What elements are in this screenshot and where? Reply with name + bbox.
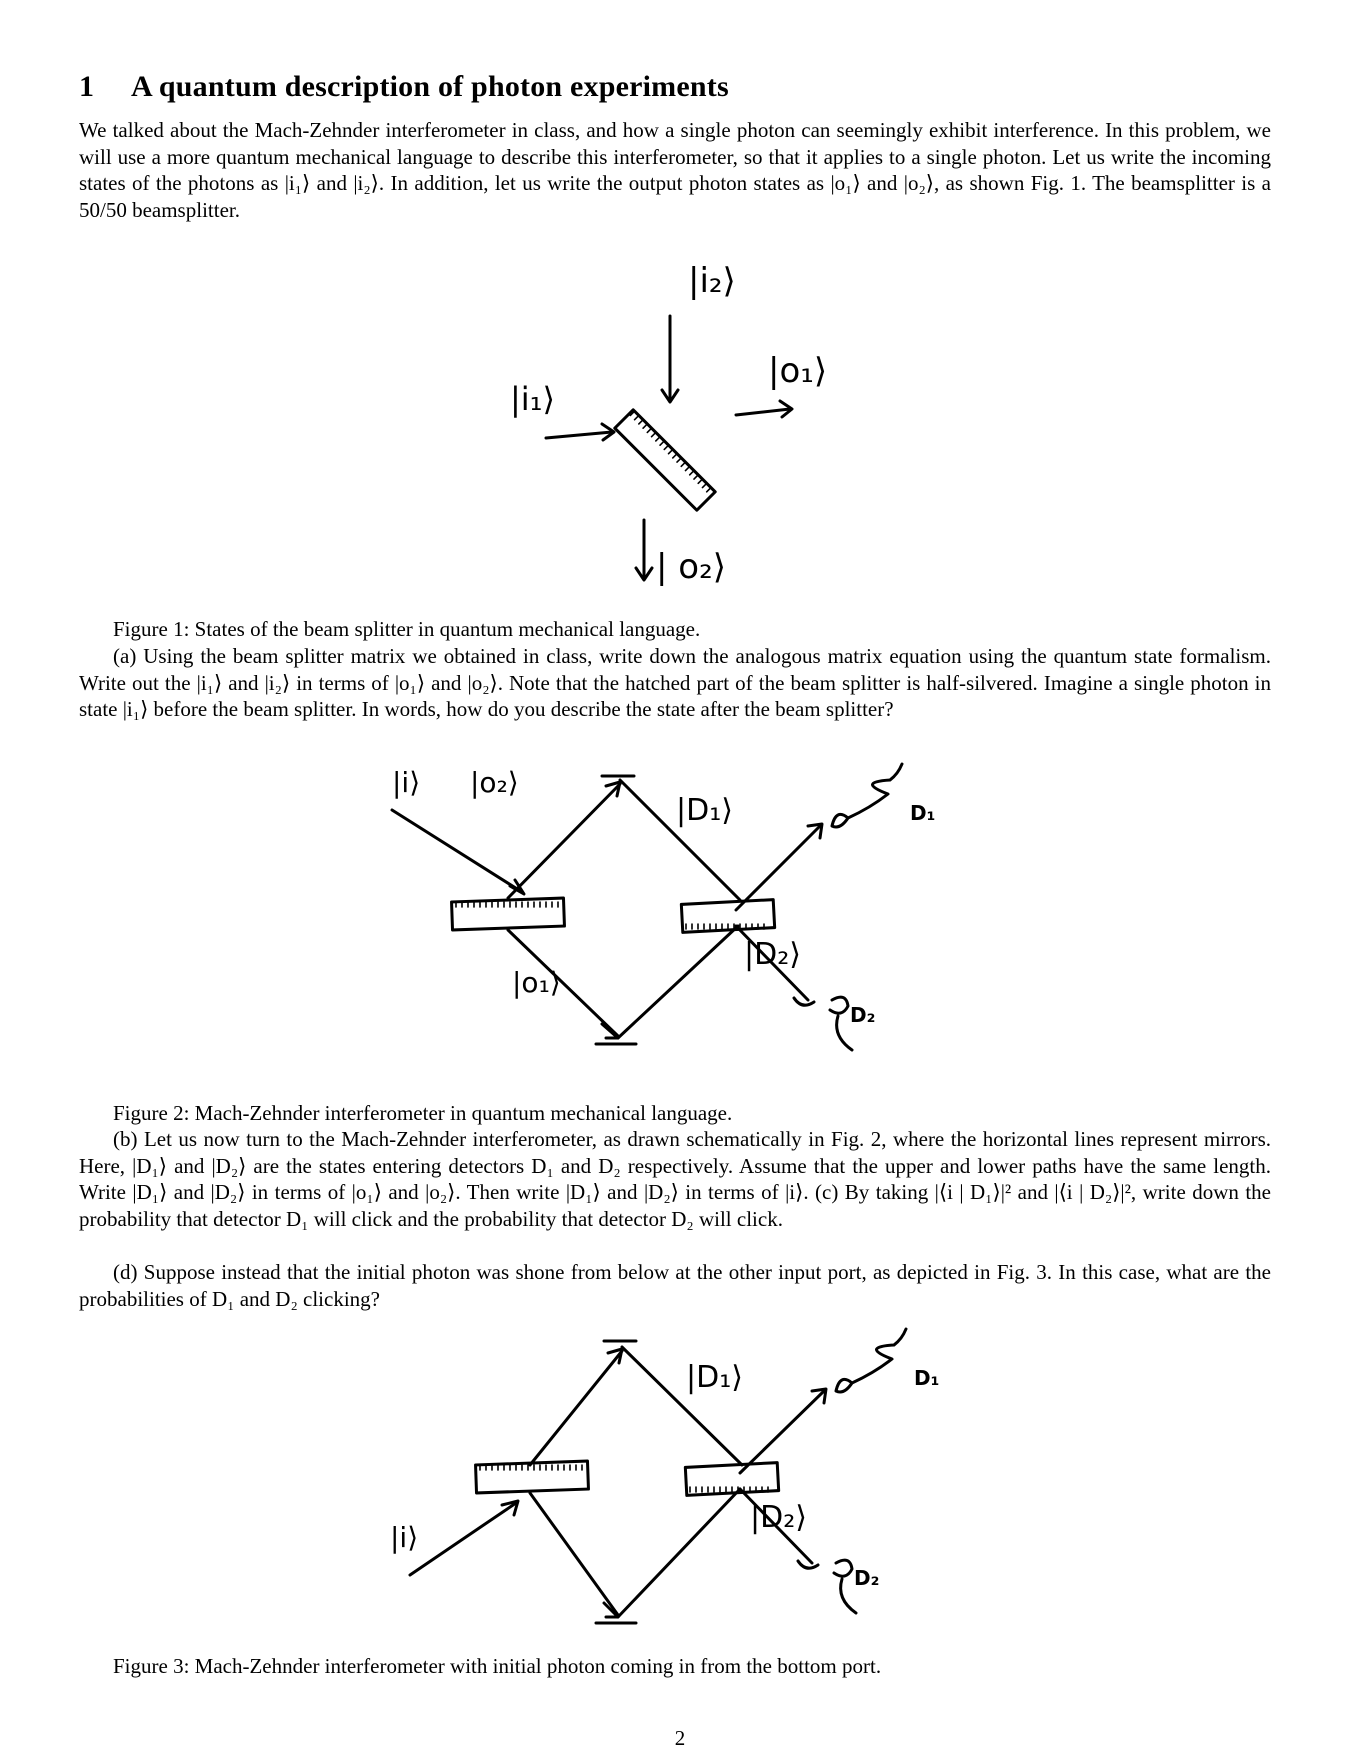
figure-1 bbox=[480, 260, 880, 600]
fig2-input-beam bbox=[392, 810, 522, 892]
fig3-beam-splitter-2 bbox=[685, 1463, 778, 1496]
fig2-detector-d2 bbox=[830, 997, 852, 1050]
section-number: 1 bbox=[79, 70, 95, 103]
fig3-input-beam bbox=[410, 1503, 516, 1575]
fig1-label-o2: | o₂⟩ bbox=[656, 547, 726, 587]
fig2-beam-splitter-2 bbox=[681, 900, 774, 933]
fig2-label-o1: |o₁⟩ bbox=[512, 966, 561, 999]
figure-2 bbox=[370, 760, 990, 1070]
fig3-detector-d2 bbox=[834, 1560, 856, 1613]
intro-paragraph: We talked about the Mach-Zehnder interferometer in class, and how a single photon can seemingly exhibit interference. In this problem, we will use a more quantum mechanical language to describe this interferometer, so that it applies to a single photon. Let us write the incoming states of the photons as |i₁⟩ and |i₂⟩. In addition, let us write the output photon states as |o₁⟩ and |o₂⟩, as shown Fig. 1. The beamsplitter is a 50/50 beamsplitter. bbox=[79, 118, 1271, 222]
fig2-upper-path-1 bbox=[508, 784, 620, 898]
fig3-upper-path-1 bbox=[530, 1351, 622, 1465]
fig1-label-i2: |i₂⟩ bbox=[688, 261, 736, 301]
section-heading bbox=[79, 70, 729, 104]
part-b-paragraph: (b) Let us now turn to the Mach-Zehnder interferometer, as drawn schematically in Fig. 2, where the horizontal lines represent mirrors. Here, |D₁⟩ and |D₂⟩ are the states entering detectors D₁ and D₂ respectively. Assume that the upper and lower paths have the same length. Write |D₁⟩ and |D₂⟩ in terms of |o₁⟩ and |o₂⟩. Then write |D₁⟩ and |D₂⟩ in terms of |i⟩. (c) By taking |⟨i | D₁⟩|² and |⟨i | D₂⟩|², write down the probability that detector D₁ will click and the probability that detector D₂ will click. bbox=[79, 1127, 1271, 1231]
fig3-detector-d1 bbox=[836, 1329, 906, 1392]
figure-2-diagram bbox=[370, 760, 990, 1070]
fig1-beam-i1 bbox=[546, 432, 612, 438]
figure-3 bbox=[370, 1325, 990, 1645]
fig3-lower-path-2 bbox=[618, 1489, 740, 1617]
page-number: 2 bbox=[674, 1726, 686, 1750]
fig3-label-i: |i⟩ bbox=[390, 1521, 419, 1554]
figure-3-diagram bbox=[370, 1325, 990, 1645]
figure-2-caption: Figure 2: Mach-Zehnder interferometer in quantum mechanical language. bbox=[113, 1101, 733, 1125]
fig1-label-i1: |i₁⟩ bbox=[510, 380, 555, 418]
figure-1-diagram bbox=[480, 260, 880, 600]
fig3-label-d2-state: |D₂⟩ bbox=[750, 1500, 807, 1535]
figure-1-caption: Figure 1: States of the beam splitter in quantum mechanical language. bbox=[113, 617, 701, 641]
fig2-label-o2: |o₂⟩ bbox=[470, 766, 519, 799]
fig2-label-i: |i⟩ bbox=[392, 766, 421, 799]
part-d-paragraph: (d) Suppose instead that the initial photon was shone from below at the other input port, as depicted in Fig. 3. In this case, what are the probabilities of D₁ and D₂ clicking? bbox=[79, 1260, 1271, 1311]
fig3-label-d2: D₂ bbox=[854, 1566, 880, 1590]
fig2-lower-arrow bbox=[602, 1024, 618, 1038]
fig1-label-o1: |o₁⟩ bbox=[768, 351, 828, 391]
fig2-label-d2-state: |D₂⟩ bbox=[744, 937, 801, 972]
fig3-d2-arrow bbox=[798, 1561, 818, 1568]
fig2-detector-d1 bbox=[832, 764, 902, 827]
fig3-label-d1-state: |D₁⟩ bbox=[686, 1360, 743, 1395]
fig1-beam-splitter bbox=[615, 410, 715, 510]
fig2-label-d2: D₂ bbox=[850, 1003, 876, 1027]
fig3-lower-path-1 bbox=[530, 1493, 618, 1615]
fig1-beam-o1 bbox=[736, 409, 790, 415]
fig3-label-d1: D₁ bbox=[914, 1366, 940, 1390]
fig2-label-d1-state: |D₁⟩ bbox=[676, 793, 733, 828]
fig2-d1-beam bbox=[736, 826, 820, 910]
part-a-paragraph: (a) Using the beam splitter matrix we obtained in class, write down the analogous matrix equation using the quantum state formalism. Write out the |i₁⟩ and |i₂⟩ in terms of |o₁⟩ and |o₂⟩. Note that the hatched part of the beam splitter is half-silvered. Imagine a single photon in state |i₁⟩ before the beam splitter. In words, how do you describe the state after the beam splitter? bbox=[79, 644, 1271, 721]
fig2-beam-splitter-1 bbox=[452, 898, 565, 930]
fig3-beam-splitter-1 bbox=[476, 1461, 589, 1493]
fig2-lower-path-2 bbox=[618, 926, 738, 1038]
figure-3-caption: Figure 3: Mach-Zehnder interferometer with initial photon coming in from the bottom port. bbox=[113, 1654, 882, 1678]
fig3-d1-beam bbox=[740, 1391, 824, 1473]
section-title: A quantum description of photon experiments bbox=[131, 70, 729, 103]
fig2-d2-arrow bbox=[794, 998, 814, 1005]
fig2-label-d1: D₁ bbox=[910, 801, 936, 825]
